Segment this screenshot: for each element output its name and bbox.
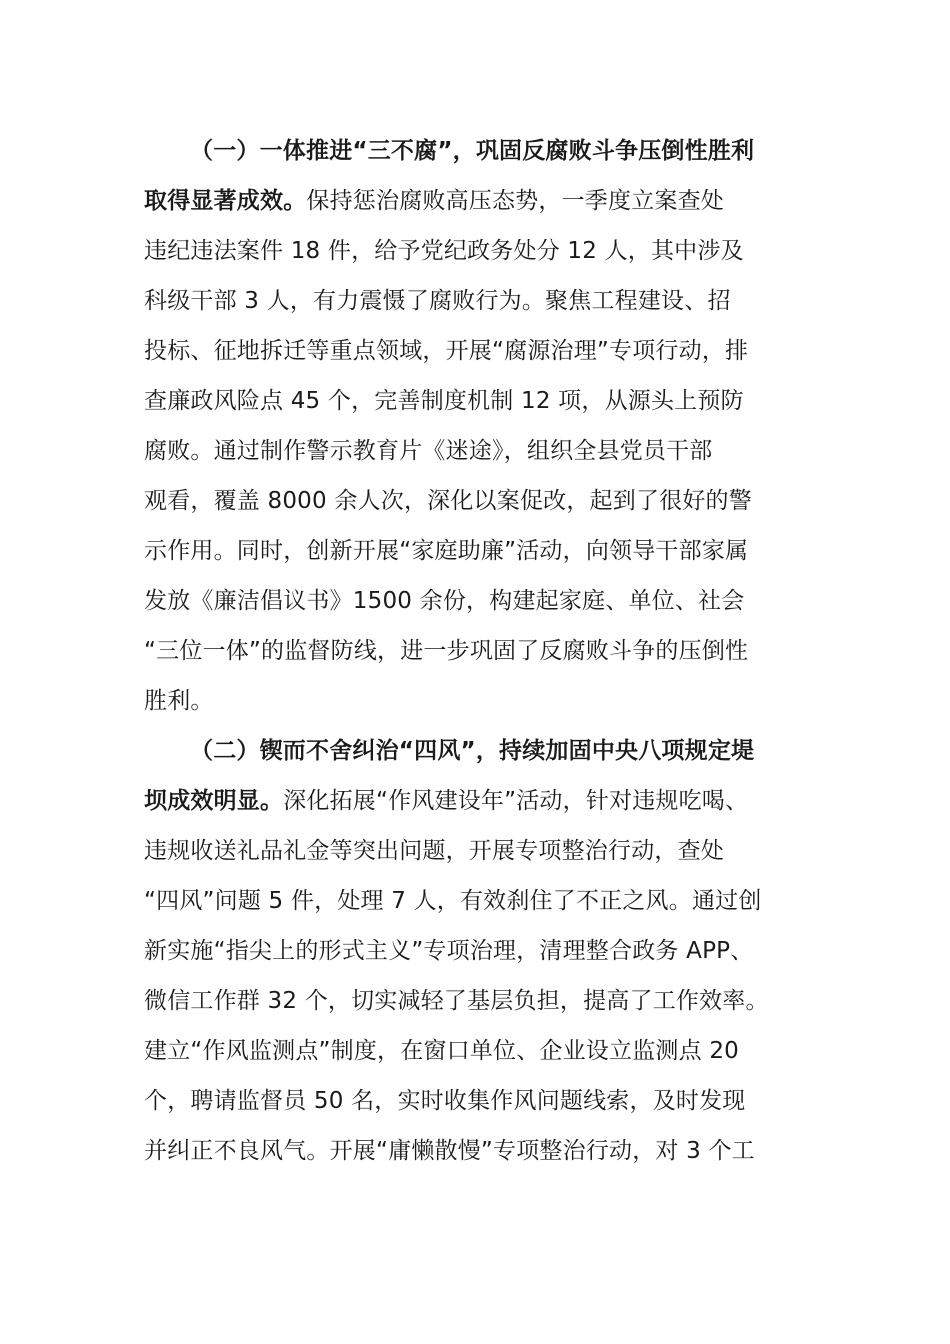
section-2-text-line-5: 新实施“指尖上的形式主义”专项治理，清理整合政务 APP、 bbox=[144, 938, 754, 964]
section-2-text-line-8: 个，聘请监督员 50 名，实时收集作风问题线索，及时发现 bbox=[144, 1088, 746, 1114]
section-1-heading-line-2: 取得显著成效。 bbox=[144, 188, 307, 214]
section-2-text-line-3: 违规收送礼品礼金等突出问题，开展专项整治行动，查处 bbox=[144, 838, 724, 864]
section-2-text-line-2: 深化拓展“作风建设年”活动，针对违规吃喝、 bbox=[283, 788, 749, 814]
section-2-text-line-9: 并纠正不良风气。开展“庸懒散慢”专项整治行动，对 3 个工 bbox=[144, 1138, 755, 1164]
section-1-text-line-7: 腐败。通过制作警示教育片《迷途》，组织全县党员干部 bbox=[144, 438, 713, 464]
section-1-text-line-4: 科级干部 3 人，有力震慑了腐败行为。聚焦工程建设、招 bbox=[144, 288, 731, 314]
section-1-paragraph bbox=[144, 126, 819, 726]
section-1-text-line-9: 示作用。同时，创新开展“家庭助廉”活动，向领导干部家属 bbox=[144, 538, 749, 564]
section-1-text-line-11: “三位一体”的监督防线，进一步巩固了反腐败斗争的压倒性 bbox=[144, 638, 749, 664]
section-1-line-2 bbox=[144, 176, 819, 226]
section-1-heading-line-1: （一）一体推进“三不腐”，巩固反腐败斗争压倒性胜利 bbox=[190, 138, 755, 164]
section-1-text-line-3: 违纪违法案件 18 件，给予党纪政务处分 12 人，其中涉及 bbox=[144, 238, 744, 264]
section-2-heading-line-2: 坝成效明显。 bbox=[144, 788, 284, 814]
document-body bbox=[144, 126, 819, 1176]
section-1-text-line-5: 投标、征地拆迁等重点领域，开展“腐源治理”专项行动，排 bbox=[144, 338, 749, 364]
section-1-text-line-8: 观看，覆盖 8000 余人次，深化以案促改，起到了很好的警 bbox=[144, 488, 752, 514]
section-2-paragraph bbox=[144, 726, 819, 1176]
section-1-text-line-12: 胜利。 bbox=[144, 688, 214, 714]
section-2-line-2 bbox=[144, 776, 819, 826]
section-2-heading-line-1: （二）锲而不舍纠治“四风”，持续加固中央八项规定堤 bbox=[190, 738, 755, 764]
section-2-text-line-6: 微信工作群 32 个，切实减轻了基层负担，提高了工作效率。 bbox=[144, 988, 769, 1014]
section-1-text-line-10: 发放《廉洁倡议书》1500 余份，构建起家庭、单位、社会 bbox=[144, 588, 745, 614]
section-2-text-line-4: “四风”问题 5 件，处理 7 人，有效刹住了不正之风。通过创 bbox=[144, 888, 762, 914]
section-1-text-line-6: 查廉政风险点 45 个，完善制度机制 12 项，从源头上预防 bbox=[144, 388, 744, 414]
section-2-text-line-7: 建立“作风监测点”制度，在窗口单位、企业设立监测点 20 bbox=[144, 1038, 740, 1064]
section-1-text-line-2: 保持惩治腐败高压态势，一季度立案查处 bbox=[306, 188, 725, 214]
